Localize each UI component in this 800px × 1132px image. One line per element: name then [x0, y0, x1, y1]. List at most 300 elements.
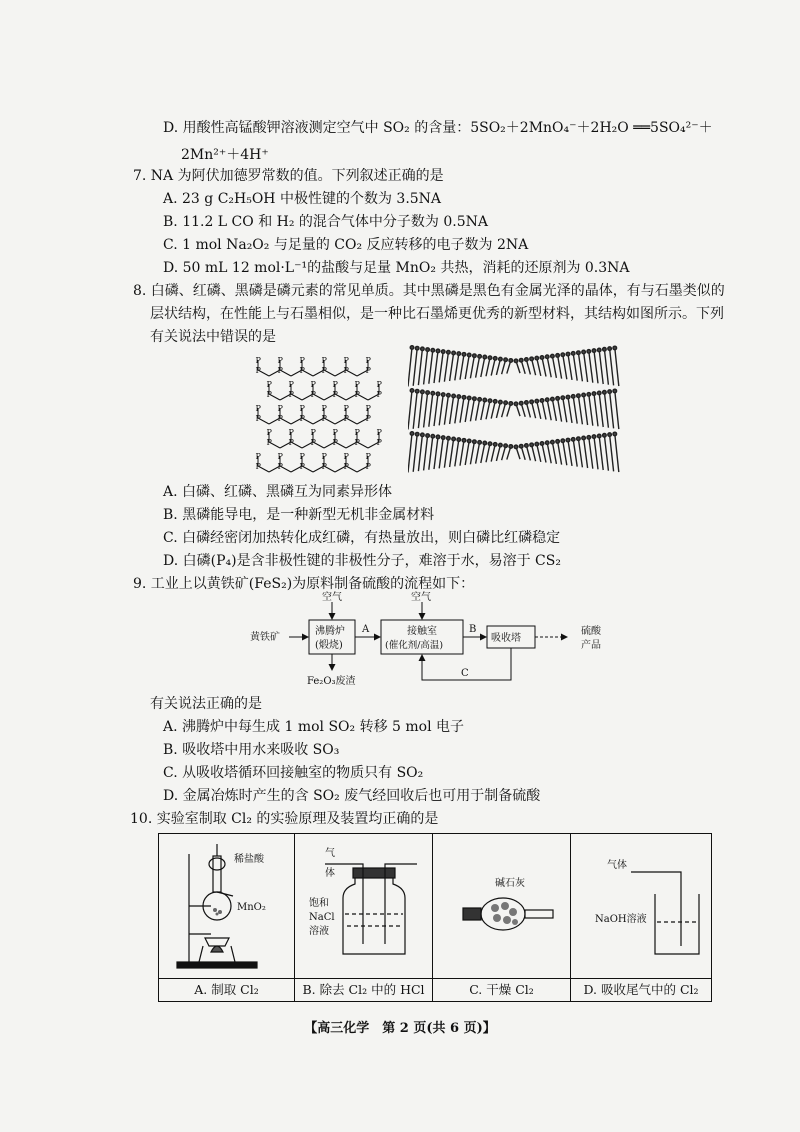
layer-atom [415, 346, 419, 350]
layer-bond [552, 399, 556, 421]
q9-option-a: A. 沸腾炉中每生成 1 mol SO₂ 转移 5 mol 电子 [163, 719, 465, 735]
q9-option-c: C. 从吸收塔循环回接触室的物质只有 SO₂ [163, 765, 424, 781]
q8-option-c: C. 白磷经密闭加热转化成红磷，有热量放出，则白磷比红磷稳定 [163, 530, 561, 546]
phosphorus-atom: P [310, 390, 316, 399]
layer-bond [491, 358, 495, 375]
layer-bond [429, 350, 433, 384]
q9-option-d: D. 金属冶炼时产生的含 SO₂ 废气经回收后也可用于制备硫酸 [163, 788, 541, 804]
layer-bond [599, 350, 603, 384]
flow-furnace-label: 沸腾炉 [315, 626, 345, 637]
layer-atom [421, 347, 425, 351]
layer-atom [535, 399, 539, 403]
q8-option-b: B. 黑磷能导电，是一种新型无机非金属材料 [163, 507, 435, 523]
layer-bond [455, 440, 459, 467]
layer-atom [441, 350, 445, 354]
layer-atom [608, 347, 612, 351]
layer-atom [504, 401, 508, 405]
apparatus-c-cell [433, 834, 571, 979]
layer-bond [594, 437, 598, 470]
layer-bond [563, 398, 567, 423]
q7-option-d: D. 50 mL 12 mol·L⁻¹的盐酸与足量 MnO₂ 共热，消耗的还原剂为 0.3NA [163, 260, 630, 276]
layer-atom [504, 444, 508, 448]
layer-atom [493, 443, 497, 447]
flow-label-a: A [362, 624, 370, 635]
phosphorus-atom: P [266, 380, 272, 389]
layer-bond [455, 397, 459, 424]
layer-atom [483, 441, 487, 445]
layer-bond [408, 434, 412, 473]
layer-atom [499, 357, 503, 361]
phosphorus-atom: P [299, 462, 305, 471]
layer-atom [561, 439, 565, 443]
layer-atom [566, 438, 570, 442]
phosphorus-atom: P [365, 366, 371, 375]
layer-bond [455, 354, 459, 381]
layer-atom [457, 438, 461, 442]
layer-bond [460, 354, 464, 379]
flow-air2-label: 空气 [411, 592, 431, 603]
layer-atom [545, 355, 549, 359]
layer-atom [436, 349, 440, 353]
phosphorus-atom: P [321, 462, 327, 471]
phosphorus-atom: P [299, 404, 305, 413]
layer-bond [465, 441, 469, 465]
gas-d-label: 气体 [607, 860, 627, 871]
layer-bond [552, 356, 556, 378]
page-footer: 【高三化学 第 2 页(共 6 页)】 [304, 1021, 496, 1036]
layer-bond [532, 359, 536, 375]
layer-bond [424, 393, 428, 428]
caption-b: B. 除去 Cl₂ 中的 HCl [295, 979, 433, 1002]
black-phosphorus-layer-figure [408, 345, 623, 475]
layer-atom [504, 358, 508, 362]
phosphorus-atom: P [365, 414, 371, 423]
layer-atom [566, 395, 570, 399]
phosphorus-atom: P [354, 380, 360, 389]
phosphorus-atom: P [376, 390, 382, 399]
q7-option-b: B. 11.2 L CO 和 H₂ 的混合气体中分子数为 0.5NA [163, 214, 488, 230]
apparatus-d-cell [571, 834, 712, 979]
layer-atom [582, 393, 586, 397]
phosphorus-atom: P [332, 390, 338, 399]
layer-atom [441, 393, 445, 397]
phosphorus-atom: P [277, 462, 283, 471]
layer-bond [450, 439, 454, 467]
gas-washing-bottle [295, 834, 432, 974]
layer-atom [525, 444, 529, 448]
layer-atom [467, 396, 471, 400]
layer-atom [613, 432, 617, 436]
layer-bond [558, 398, 562, 421]
phosphorus-atom: P [310, 438, 316, 447]
layer-atom [410, 346, 414, 350]
phosphorus-atom: P [376, 428, 382, 437]
layer-atom [493, 400, 497, 404]
layer-atom [608, 433, 612, 437]
layer-bond [408, 391, 412, 430]
layer-bond [450, 353, 454, 381]
phosphorus-atom: P [288, 428, 294, 437]
layer-atom [488, 442, 492, 446]
layer-bond [481, 443, 485, 463]
layer-bond [481, 400, 485, 420]
q8-stem-line2: 层状结构，在性能上与石墨相似，是一种比石墨烯更优秀的新型材料，其结构如图所示。下列 [150, 306, 724, 322]
phosphorus-atom: P [354, 390, 360, 399]
layer-atom [462, 439, 466, 443]
layer-atom [530, 400, 534, 404]
layer-bond [413, 348, 417, 386]
caption-a: A. 制取 Cl₂ [159, 979, 295, 1002]
q6-option-d-line2: 2Mn²⁺＋4H⁺ [181, 147, 269, 163]
q8-option-d: D. 白磷(P₄)是含非极性键的非极性分子，难溶于水，易溶于 CS₂ [163, 553, 561, 569]
layer-atom [530, 443, 534, 447]
q7-option-c: C. 1 mol Na₂O₂ 与足量的 CO₂ 反应转移的电子数为 2NA [163, 237, 529, 253]
phosphorus-atom: P [277, 366, 283, 375]
layer-bond [470, 399, 474, 422]
layer-atom [587, 436, 591, 440]
layer-bond [444, 438, 448, 467]
layer-atom [608, 390, 612, 394]
layer-atom [467, 439, 471, 443]
layer-bond [434, 437, 438, 469]
layer-atom [431, 391, 435, 395]
layer-atom [499, 400, 503, 404]
layer-bond [532, 445, 536, 461]
flow-waste-label: Fe₂O₃废渣 [307, 676, 356, 687]
phosphorus-atom: P [310, 428, 316, 437]
q8-stem-line1: 8. 白磷、红磷、黑磷是磷元素的常见单质。其中黑磷是黑色有金属光泽的晶体，有与石墨类似的 [133, 283, 725, 299]
layer-bond [537, 401, 541, 419]
layer-bond [584, 395, 588, 425]
layer-atom [488, 399, 492, 403]
layer-bond [568, 440, 572, 466]
flow-absorb-label: 吸收塔 [491, 633, 521, 644]
layer-bond [604, 435, 608, 470]
layer-bond [573, 439, 577, 466]
layer-bond [481, 357, 485, 377]
layer-bond [604, 392, 608, 427]
layer-atom [530, 357, 534, 361]
layer-atom [577, 351, 581, 355]
phosphorus-atom: P [266, 428, 272, 437]
layer-bond [491, 401, 495, 418]
phosphorus-atom: P [277, 452, 283, 461]
layer-atom [551, 440, 555, 444]
phosphorus-atom: P [321, 356, 327, 365]
layer-bond [589, 437, 593, 468]
layer-atom [551, 397, 555, 401]
layer-atom [571, 395, 575, 399]
layer-atom [603, 434, 607, 438]
phosphorus-atom: P [332, 438, 338, 447]
layer-atom [452, 437, 456, 441]
phosphorus-atom: P [288, 390, 294, 399]
layer-atom [577, 437, 581, 441]
layer-bond [532, 402, 536, 418]
layer-bond [444, 352, 448, 381]
layer-bond [537, 444, 541, 462]
phosphorus-atom: P [343, 404, 349, 413]
layer-atom [426, 391, 430, 395]
layer-bond [434, 394, 438, 426]
layer-bond [547, 443, 551, 463]
layer-bond [413, 391, 417, 429]
layer-bond [476, 399, 480, 420]
layer-atom [509, 359, 513, 363]
layer-atom [426, 348, 430, 352]
layer-bond [408, 348, 412, 387]
nacl-label-3: 溶液 [309, 926, 329, 937]
layer-bond [476, 356, 480, 377]
layer-atom [462, 396, 466, 400]
nacl-label-2: NaCl [309, 912, 335, 923]
layer-atom [421, 390, 425, 394]
q7-stem: 7. NA 为阿伏加德罗常数的值。下列叙述正确的是 [133, 168, 444, 184]
layer-bond [573, 353, 577, 380]
drying-tube-apparatus [433, 834, 570, 974]
phosphorus-atom: P [255, 404, 261, 413]
layer-atom [582, 436, 586, 440]
layer-bond [439, 395, 443, 426]
phosphorus-atom: P [321, 404, 327, 413]
layer-bond [568, 397, 572, 423]
phosphorus-atom: P [365, 462, 371, 471]
phosphorus-atom: P [288, 380, 294, 389]
layer-bond [599, 436, 603, 470]
layer-atom [410, 389, 414, 393]
acid-label: 稀盐酸 [234, 854, 264, 865]
layer-bond [542, 443, 546, 462]
layer-bond [568, 354, 572, 380]
layer-atom [467, 353, 471, 357]
layer-bond [615, 391, 619, 429]
phosphorus-atom: P [277, 356, 283, 365]
layer-bond [552, 442, 556, 464]
phosphorus-atom: P [365, 404, 371, 413]
phosphorus-atom: P [354, 438, 360, 447]
phosphorus-atom: P [376, 380, 382, 389]
phosphorus-atom: P [354, 428, 360, 437]
layer-atom [499, 443, 503, 447]
layer-bond [610, 435, 614, 472]
nacl-label-1: 饱和 [309, 898, 329, 909]
layer-atom [525, 401, 529, 405]
layer-atom [452, 351, 456, 355]
layer-bond [434, 351, 438, 383]
layer-bond [610, 349, 614, 386]
naoh-label: NaOH溶液 [595, 914, 647, 925]
layer-bond [491, 444, 495, 461]
layer-bond [604, 349, 608, 384]
layer-atom [525, 358, 529, 362]
layer-bond [578, 396, 582, 425]
layer-bond [558, 355, 562, 378]
layer-atom [514, 359, 518, 363]
phosphorus-atom: P [332, 428, 338, 437]
layer-bond [573, 396, 577, 423]
layer-atom [478, 355, 482, 359]
layer-atom [587, 393, 591, 397]
phosphorus-atom: P [299, 452, 305, 461]
layer-atom [582, 350, 586, 354]
layer-atom [509, 445, 513, 449]
layer-atom [431, 348, 435, 352]
caption-d: D. 吸收尾气中的 Cl₂ [571, 979, 712, 1002]
phosphorus-atom: P [277, 404, 283, 413]
layer-atom [545, 398, 549, 402]
layer-atom [426, 434, 430, 438]
layer-atom [519, 358, 523, 362]
flow-product-label1: 硫酸 [581, 626, 601, 637]
q8-option-a: A. 白磷、红磷、黑磷互为同素异形体 [163, 484, 393, 500]
q9-stem: 9. 工业上以黄铁矿(FeS₂)为原料制备硫酸的流程如下： [133, 576, 475, 592]
flow-contact-label: 接触室 [407, 626, 437, 637]
layer-bond [444, 395, 448, 424]
chlorine-generator-apparatus [159, 834, 294, 974]
layer-bond [470, 356, 474, 379]
layer-atom [556, 440, 560, 444]
tail-gas-beaker [571, 834, 711, 974]
flow-raw-label: 黄铁矿 [250, 632, 280, 643]
layer-atom [478, 398, 482, 402]
flow-label-c: C [461, 668, 469, 679]
layer-atom [587, 350, 591, 354]
layer-atom [592, 349, 596, 353]
phosphorus-atom: P [343, 366, 349, 375]
layer-atom [478, 441, 482, 445]
layer-atom [613, 389, 617, 393]
layer-bond [584, 352, 588, 382]
phosphorus-atom: P [255, 366, 261, 375]
layer-atom [509, 402, 513, 406]
layer-bond [439, 352, 443, 383]
sulfuric-acid-flowchart [245, 590, 615, 690]
layer-atom [415, 432, 419, 436]
layer-atom [436, 392, 440, 396]
layer-atom [473, 440, 477, 444]
layer-bond [413, 434, 417, 472]
q10-stem: 10. 实验室制取 Cl₂ 的实验原理及装置均正确的是 [130, 811, 439, 827]
layer-bond [563, 441, 567, 466]
layer-atom [535, 442, 539, 446]
layer-bond [465, 398, 469, 422]
layer-bond [615, 434, 619, 472]
phosphorus-atom: P [321, 452, 327, 461]
phosphorus-atom: P [299, 356, 305, 365]
phosphorus-atom: P [343, 452, 349, 461]
flow-label-b: B [469, 624, 477, 635]
layer-bond [486, 401, 490, 420]
layer-atom [410, 432, 414, 436]
layer-atom [592, 435, 596, 439]
layer-bond [429, 393, 433, 427]
phosphorus-atom: P [343, 414, 349, 423]
phosphorus-atom: P [332, 380, 338, 389]
apparatus-b-cell [295, 834, 433, 979]
phosphorus-atom: P [343, 356, 349, 365]
layer-bond [547, 357, 551, 377]
apparatus-table [158, 833, 712, 1002]
layer-bond [542, 357, 546, 376]
mno2-label: MnO₂ [237, 902, 266, 913]
layer-atom [436, 435, 440, 439]
layer-atom [571, 352, 575, 356]
phosphorus-atom: P [343, 462, 349, 471]
layer-bond [615, 348, 619, 386]
layer-bond [594, 351, 598, 384]
layer-bond [486, 358, 490, 377]
phosphorus-atom: P [365, 452, 371, 461]
layer-bond [542, 400, 546, 419]
layer-bond [424, 436, 428, 471]
layer-atom [561, 396, 565, 400]
layer-atom [597, 434, 601, 438]
layer-bond [594, 394, 598, 427]
layer-atom [603, 348, 607, 352]
layer-atom [566, 352, 570, 356]
layer-bond [450, 396, 454, 424]
phosphorus-atom: P [255, 414, 261, 423]
phosphorus-atom: P [255, 462, 261, 471]
layer-bond [578, 353, 582, 382]
q9-prompt: 有关说法正确的是 [150, 696, 262, 712]
q8-stem-line3: 有关说法中错误的是 [150, 329, 276, 345]
layer-atom [488, 356, 492, 360]
layer-atom [597, 391, 601, 395]
layer-bond [486, 444, 490, 463]
layer-atom [447, 350, 451, 354]
layer-atom [452, 394, 456, 398]
layer-atom [535, 356, 539, 360]
layer-bond [547, 400, 551, 420]
layer-atom [483, 398, 487, 402]
phosphorus-atom: P [365, 356, 371, 365]
layer-bond [563, 355, 567, 380]
layer-bond [429, 436, 433, 470]
phosphorus-atom: P [255, 452, 261, 461]
layer-atom [519, 401, 523, 405]
flow-air1-label: 空气 [322, 592, 342, 603]
apparatus-a-cell [159, 834, 295, 979]
phosphorus-atom: P [255, 356, 261, 365]
phosphorus-atom: P [288, 438, 294, 447]
layer-bond [599, 393, 603, 427]
layer-bond [610, 392, 614, 429]
layer-bond [424, 350, 428, 385]
phosphorus-atom: P [321, 414, 327, 423]
layer-bond [578, 439, 582, 468]
black-phosphorus-honeycomb-figure [248, 348, 388, 476]
layer-bond [470, 442, 474, 465]
caption-c: C. 干燥 Cl₂ [433, 979, 571, 1002]
layer-bond [418, 392, 422, 428]
layer-atom [519, 444, 523, 448]
soda-lime-label: 碱石灰 [495, 878, 525, 889]
phosphorus-atom: P [299, 366, 305, 375]
layer-atom [556, 397, 560, 401]
flow-contact-sub: (催化剂/高温) [385, 640, 444, 651]
q7-option-a: A. 23 g C₂H₅OH 中极性键的个数为 3.5NA [163, 191, 442, 207]
layer-bond [589, 394, 593, 425]
gas-in-label-1: 气 [325, 848, 335, 859]
q6-option-d-line1: D. 用酸性高锰酸钾溶液测定空气中 SO₂ 的含量：5SO₂＋2MnO₄⁻＋2H₂O ══5SO₄²⁻＋ [163, 120, 713, 136]
layer-atom [447, 436, 451, 440]
phosphorus-atom: P [310, 380, 316, 389]
phosphorus-atom: P [266, 438, 272, 447]
layer-bond [460, 440, 464, 465]
layer-atom [597, 348, 601, 352]
layer-atom [561, 353, 565, 357]
